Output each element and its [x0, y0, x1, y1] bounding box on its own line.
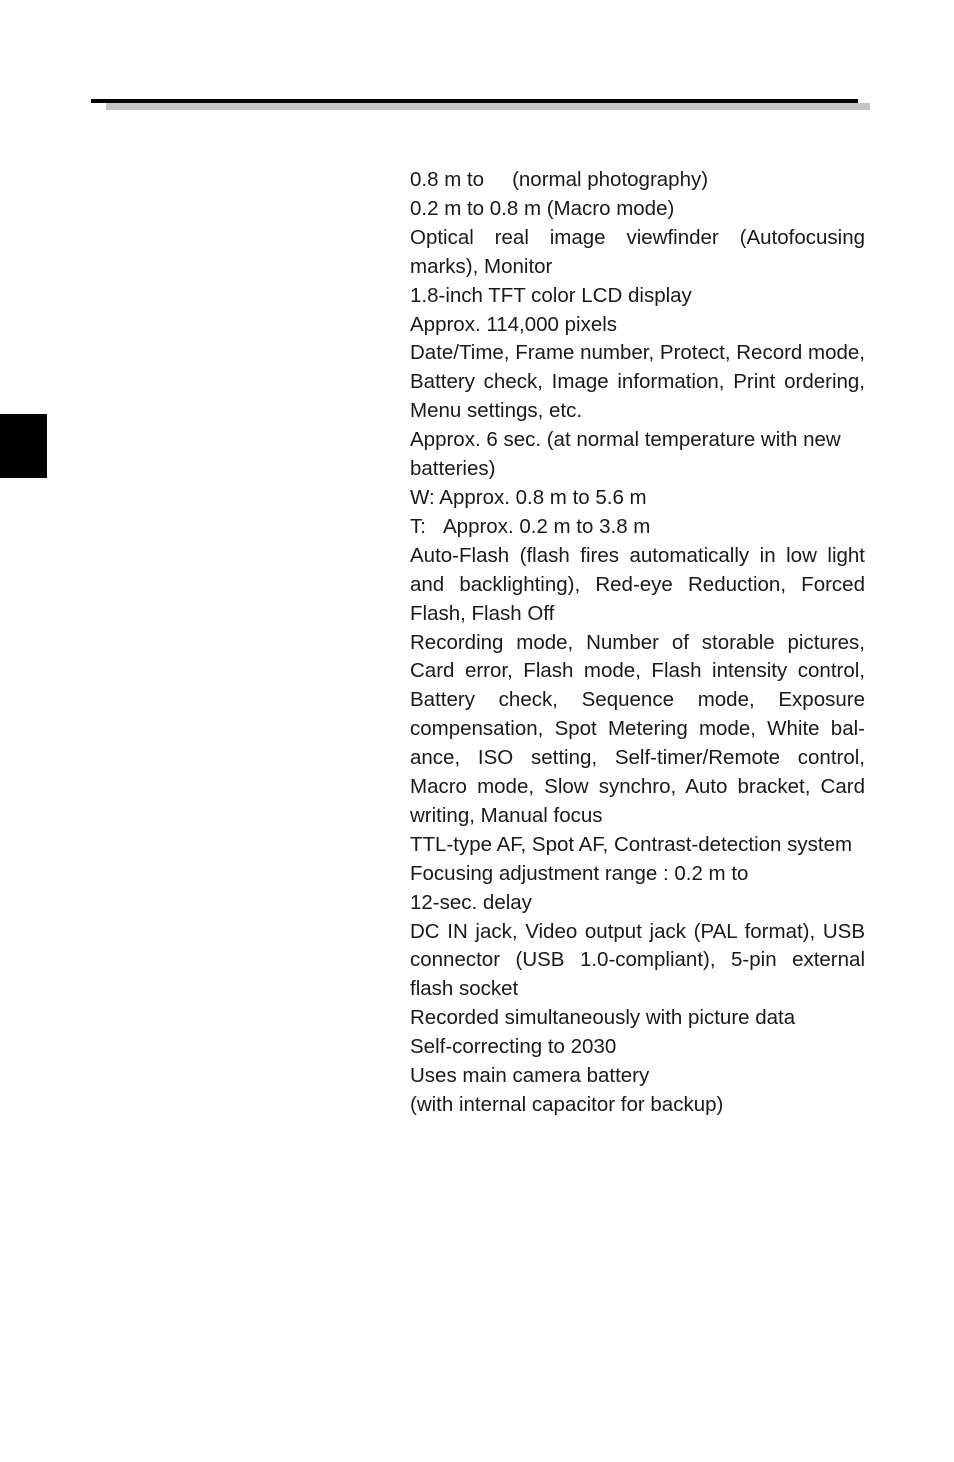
spec-self-timer: 12-sec. delay: [410, 890, 532, 914]
spec-panel-display: Recording mode, Number of storable pictures, Card error, Flash mode, Flash intensity control, Battery check, Sequence mode, Exposure compensation, Spot Metering mode, White balance, ISO setting, Self-timer/Remote control, Macro mode, Slow synchro, Auto bracket, Card writing, Manual focus: [410, 630, 865, 827]
spec-manual-focus-range: Focusing adjustment range : 0.2 m to: [410, 861, 749, 885]
spec-values-column: [410, 166, 865, 1120]
flash-range-w-label: W:: [410, 485, 435, 509]
spec-recharge-time: Approx. 6 sec. (at normal temperature with new batteries): [410, 428, 841, 481]
spec-viewfinder: Optical real image viewfinder (Autofocusing marks), Monitor: [410, 225, 865, 278]
spec-focus-normal: [410, 166, 865, 195]
spec-focus-macro: 0.2 m to 0.8 m (Macro mode): [410, 196, 675, 220]
spec-clock-battery-note: (with internal capacitor for backup): [410, 1093, 724, 1116]
flash-range-w-value: Approx. 0.8 m to 5.6 m: [439, 485, 647, 509]
spec-monitor-pixels: Approx. 114,000 pixels: [410, 312, 618, 336]
spec-date-recording: Recorded simultaneously with picture data: [410, 1006, 796, 1030]
spec-clock-battery: Uses main camera battery: [410, 1064, 650, 1088]
chapter-side-tab: [0, 414, 47, 478]
header-rule: [91, 99, 858, 103]
spec-calendar: Self-correcting to 2030: [410, 1035, 617, 1059]
spec-focus-normal-prefix: 0.8 m to: [410, 168, 485, 191]
spec-external-connectors: DC IN jack, Video output jack (PAL format), USB connector (USB 1.0-compliant), 5-pin external flash socket: [410, 919, 865, 1001]
spec-flash-modes: Auto-Flash (flash fires automatically in low light and backlighting), Red-eye Reduction, Forced Flash, Flash Off: [410, 543, 865, 625]
header-rule-shadow: [106, 103, 870, 110]
spec-monitor-type: 1.8-inch TFT color LCD display: [410, 283, 692, 307]
flash-range-t-value: Approx. 0.2 m to 3.8 m: [443, 514, 651, 538]
spec-flash-range-w: [410, 484, 865, 513]
spec-monitor-display: Date/Time, Frame number, Protect, Record mode, Battery check, Image information, Print ordering, Menu settings, etc.: [410, 341, 865, 423]
spec-focusing-system: TTL-type AF, Spot AF, Contrast-detection system: [410, 832, 853, 856]
spec-flash-range-t: [410, 513, 865, 542]
flash-range-t-label: T:: [410, 514, 426, 538]
spec-focus-normal-suffix: (normal photography): [512, 168, 709, 191]
